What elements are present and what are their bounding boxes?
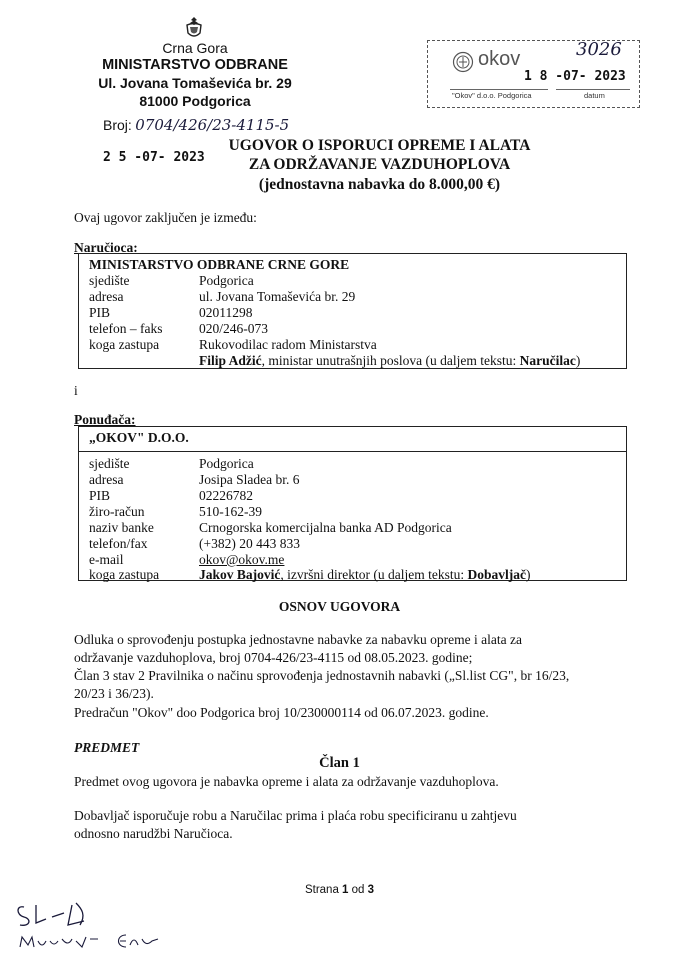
osnov-heading: OSNOV UGOVORA — [278, 599, 401, 614]
page-current: 1 — [342, 884, 349, 896]
osnov-p1-line1: Odluka o sprovođenju postupka jednostavne nabavke za nabavku opreme i alata za — [74, 632, 522, 647]
ponudjac-key: adresa — [89, 472, 124, 487]
narucilac-rep-text: , ministar unutrašnjih poslova (u daljem tekstu: — [261, 353, 520, 368]
ponudjac-key: telefon/fax — [89, 536, 148, 551]
narucilac-heading: Naručioca: — [74, 240, 138, 255]
page-total: 3 — [367, 884, 375, 896]
clan-1-heading: Član 1 — [319, 755, 360, 771]
ponudjac-value: 510-162-39 — [199, 504, 262, 519]
contract-title-line2: ZA ODRŽAVANJE VAZDUHOPLOVA — [248, 156, 511, 173]
ponudjac-key: naziv banke — [89, 520, 154, 535]
narucilac-value: 02011298 — [199, 305, 253, 320]
broj-label: Broj: — [103, 117, 132, 133]
letterhead-city: 81000 Podgorica — [139, 93, 251, 109]
ponudjac-name-divider — [79, 451, 626, 452]
ponudjac-rep-text: , izvršni direktor (u daljem tekstu: — [280, 567, 468, 582]
stamp-date-line — [556, 89, 630, 90]
osnov-p3: Predračun "Okov" doo Podgorica broj 10/230000114 od 06.07.2023. godine. — [74, 705, 489, 720]
page-od: od — [348, 884, 368, 896]
stamp-number-handwritten: 3026 — [576, 39, 622, 60]
ponudjac-value: Josipa Sladea br. 6 — [199, 472, 300, 487]
connector-i: i — [74, 383, 78, 398]
ponudjac-rep-role: Dobavljač — [467, 567, 526, 582]
narucilac-rep-name: Filip Adžić — [199, 353, 262, 368]
ponudjac-rep-close: ) — [525, 567, 531, 582]
narucilac-rep-role: Naručilac — [519, 353, 576, 368]
narucilac-representative — [199, 353, 580, 369]
ponudjac-key: e-mail — [89, 552, 124, 567]
predmet-p1: Predmet ovog ugovora je nabavka opreme i alata za održavanje vazduhoplova. — [74, 774, 499, 789]
ponudjac-key: žiro-račun — [89, 504, 145, 519]
predmet-p2-line2: odnosno narudžbi Naručioca. — [74, 826, 233, 841]
handwritten-initials — [12, 895, 182, 955]
ponudjac-name: „OKOV" D.O.O. — [89, 430, 189, 445]
narucilac-key: sjedište — [89, 273, 130, 288]
osnov-p2-line1: Član 3 stav 2 Pravilnika o načinu sprovođenja jednostavnih nabavki („Sl.list CG", br 16/23, — [74, 668, 570, 683]
ponudjac-rep-name: Jakov Bajović — [199, 567, 281, 582]
contract-title-line1: UGOVOR O ISPORUCI OPREME I ALATA — [228, 137, 531, 154]
narucilac-value: Rukovodilac radom Ministarstva — [199, 337, 377, 352]
ponudjac-key: sjedište — [89, 456, 130, 471]
stamp-company-line — [450, 89, 548, 90]
contract-title-line3: (jednostavna nabavka do 8.000,00 €) — [258, 176, 501, 193]
ponudjac-key: PIB — [89, 488, 111, 503]
stamp-datum-label: datum — [584, 91, 605, 100]
letterhead-country: Crna Gora — [162, 40, 228, 56]
predmet-p2-line1: Dobavljač isporučuje robu a Naručilac prima i plaća robu specificiranu u zahtjevu — [74, 808, 517, 823]
ponudjac-heading: Ponuđača: — [74, 412, 136, 427]
ponudjac-value: Podgorica — [199, 456, 254, 471]
ponudjac-table — [78, 426, 627, 581]
narucilac-key: PIB — [89, 305, 111, 320]
narucilac-key: adresa — [89, 289, 124, 304]
osnov-p2-line2: 20/23 i 36/23). — [74, 686, 154, 701]
narucilac-table — [78, 253, 627, 369]
ponudjac-value: Crnogorska komercijalna banka AD Podgorica — [199, 520, 452, 535]
stamp-date: 1 8 -07- 2023 — [524, 69, 626, 84]
predmet-heading: PREDMET — [74, 740, 140, 755]
document-date-stamp: 2 5 -07- 2023 — [103, 150, 205, 165]
receipt-stamp — [427, 40, 640, 108]
narucilac-value: Podgorica — [199, 273, 254, 288]
okov-logo-icon — [452, 51, 474, 73]
broj-line — [103, 116, 289, 135]
narucilac-name: MINISTARSTVO ODBRANE CRNE GORE — [89, 257, 350, 272]
letterhead-street: Ul. Jovana Tomaševića br. 29 — [98, 75, 292, 91]
narucilac-value: 020/246-073 — [199, 321, 268, 336]
intro-text: Ovaj ugovor zaključen je između: — [74, 210, 257, 225]
coat-of-arms-icon — [183, 16, 205, 40]
letterhead-ministry: MINISTARSTVO ODBRANE — [102, 57, 288, 73]
page-strana: Strana — [304, 884, 343, 896]
narucilac-key: telefon – faks — [89, 321, 163, 336]
narucilac-value: ul. Jovana Tomaševića br. 29 — [199, 289, 356, 304]
ponudjac-value: (+382) 20 443 833 — [199, 536, 300, 551]
ponudjac-representative — [199, 567, 530, 583]
stamp-company: "Okov" d.o.o. Podgorica — [452, 91, 532, 100]
osnov-p1-line2: održavanje vazduhoplova, broj 0704-426/23-4115 od 08.05.2023. godine; — [74, 650, 473, 665]
ponudjac-email-link[interactable]: okov@okov.me — [199, 552, 285, 567]
ponudjac-value: 02226782 — [199, 488, 253, 503]
stamp-brand: okov — [478, 48, 521, 70]
narucilac-rep-close: ) — [575, 353, 581, 368]
broj-handwritten: 0704/426/23-4115-5 — [135, 116, 290, 134]
narucilac-key: koga zastupa — [89, 337, 160, 352]
ponudjac-key: koga zastupa — [89, 567, 160, 582]
